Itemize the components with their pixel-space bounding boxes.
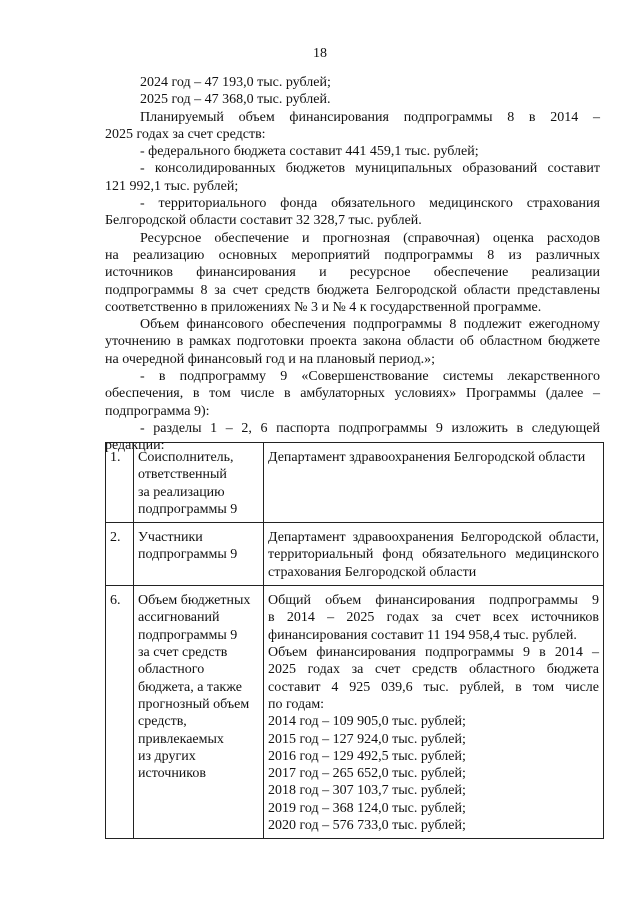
page-number: 18 (313, 46, 327, 61)
row-value (264, 523, 604, 586)
row-name-line: ответственный (138, 467, 227, 483)
row-name-line: за реализацию (138, 484, 225, 500)
row-value-line: Департамент здравоохранения Белгородской области (268, 450, 586, 465)
row-number: 1. (106, 443, 134, 523)
row-value-line: 2015 год – 127 924,0 тыс. рублей; (268, 731, 466, 747)
body-line: подпрограммы 8 за счет средств бюджета Белгородской области представлены (105, 282, 600, 298)
row-value-line: 2020 год – 576 733,0 тыс. рублей; (268, 818, 466, 834)
body-line: Объем финансового обеспечения подпрограммы 8 подлежит ежегодному (140, 317, 600, 333)
row-name-line: источников (138, 766, 207, 782)
row-name-line: подпрограммы 9 (138, 501, 238, 517)
row-value-line: 2019 год – 368 124,0 тыс. рублей; (268, 800, 466, 816)
body-line: подпрограмма 9): (105, 403, 210, 419)
body-line: 2024 год – 47 193,0 тыс. рублей; (140, 75, 331, 90)
row-value (264, 443, 604, 523)
row-name-line: областного (138, 662, 205, 678)
row-name-line: средств, (138, 714, 187, 730)
body-line: обеспечения, в том числе в амбулаторных условиях» Программы (далее – (105, 386, 600, 402)
row-name (134, 523, 264, 586)
row-name-line: Соисполнитель, (138, 450, 234, 465)
body-line: Планируемый объем финансирования подпрограммы 8 в 2014 – (140, 109, 600, 125)
body-line: 2025 год – 47 368,0 тыс. рублей. (140, 92, 331, 108)
row-value-line: Общий объем финансирования подпрограммы 9 (268, 593, 599, 609)
body-line: на реализацию основных мероприятий подпрограммы 8 из различных (105, 247, 600, 263)
row-number: 2. (106, 523, 134, 586)
row-value-line: в 2014 – 2025 годах за счет всех источников (268, 610, 599, 626)
row-name-line: прогнозный объем (138, 696, 250, 712)
row-value-line: 2014 год – 109 905,0 тыс. рублей; (268, 714, 466, 730)
row-value-line: территориальный фонд обязательного медицинского (268, 547, 599, 563)
table-row (106, 443, 604, 523)
row-value-line: страхования Белгородской области (268, 564, 477, 580)
body-line: Ресурсное обеспечение и прогнозная (справочная) оценка расходов (140, 230, 600, 246)
row-value-line: Объем финансирования подпрограммы 9 в 2014 – (268, 645, 599, 661)
row-value-line: 2018 год – 307 103,7 тыс. рублей; (268, 783, 466, 799)
row-name (134, 586, 264, 839)
body-line: редакции: (105, 438, 165, 454)
body-line: Белгородской области составит 32 328,7 тыс. рублей. (105, 213, 422, 229)
body-line: соответственно в приложениях № 3 и № 4 к государственной программе. (105, 299, 542, 315)
body-line: 121 992,1 тыс. рублей; (105, 178, 239, 194)
body-text (105, 74, 600, 455)
row-value-line: 2025 годах за счет средств областного бюджета (268, 662, 599, 678)
row-value-line: составит 4 925 039,6 тыс. рублей, в том числе (268, 679, 599, 695)
body-line: - консолидированных бюджетов муниципальных образований составит (140, 161, 600, 177)
row-name-line: Объем бюджетных (138, 593, 251, 609)
body-line: 2025 годах за счет средств: (105, 126, 266, 142)
row-name-line: за счет средств (138, 645, 228, 661)
row-value-line: 2017 год – 265 652,0 тыс. рублей; (268, 766, 466, 782)
body-line: - в подпрограмму 9 «Совершенствование системы лекарственного (140, 369, 600, 385)
body-line: - территориального фонда обязательного медицинского страхования (140, 196, 600, 212)
row-name (134, 443, 264, 523)
body-line: на очередной финансовый год и на плановый период.»; (105, 351, 436, 367)
row-name-line: из других (138, 748, 196, 764)
row-name-line: бюджета, а также (138, 679, 242, 695)
row-name-line: подпрограммы 9 (138, 547, 238, 563)
table-row (106, 523, 604, 586)
body-line: - федерального бюджета составит 441 459,1 тыс. рублей; (140, 144, 479, 160)
row-name-line: ассигнований (138, 610, 220, 626)
row-value-line: 2016 год – 129 492,5 тыс. рублей; (268, 748, 466, 764)
row-value-line: Департамент здравоохранения Белгородской области, (268, 530, 599, 546)
table-row (106, 586, 604, 839)
row-name-line: подпрограммы 9 (138, 627, 238, 643)
passport-table (105, 442, 604, 839)
body-line: - разделы 1 – 2, 6 паспорта подпрограммы 9 изложить в следующей (140, 420, 600, 436)
row-value-line: по годам: (268, 696, 325, 712)
row-name-line: Участники (138, 530, 203, 546)
body-line: источников финансирования и ресурсное обеспечение реализации (105, 265, 600, 281)
row-value-line: финансирования составит 11 194 958,4 тыс. рублей. (268, 627, 577, 643)
row-name-line: привлекаемых (138, 731, 224, 747)
body-line: уточнению в рамках подготовки проекта закона области об областном бюджете (105, 334, 600, 350)
row-value (264, 586, 604, 839)
row-number: 6. (106, 586, 134, 839)
